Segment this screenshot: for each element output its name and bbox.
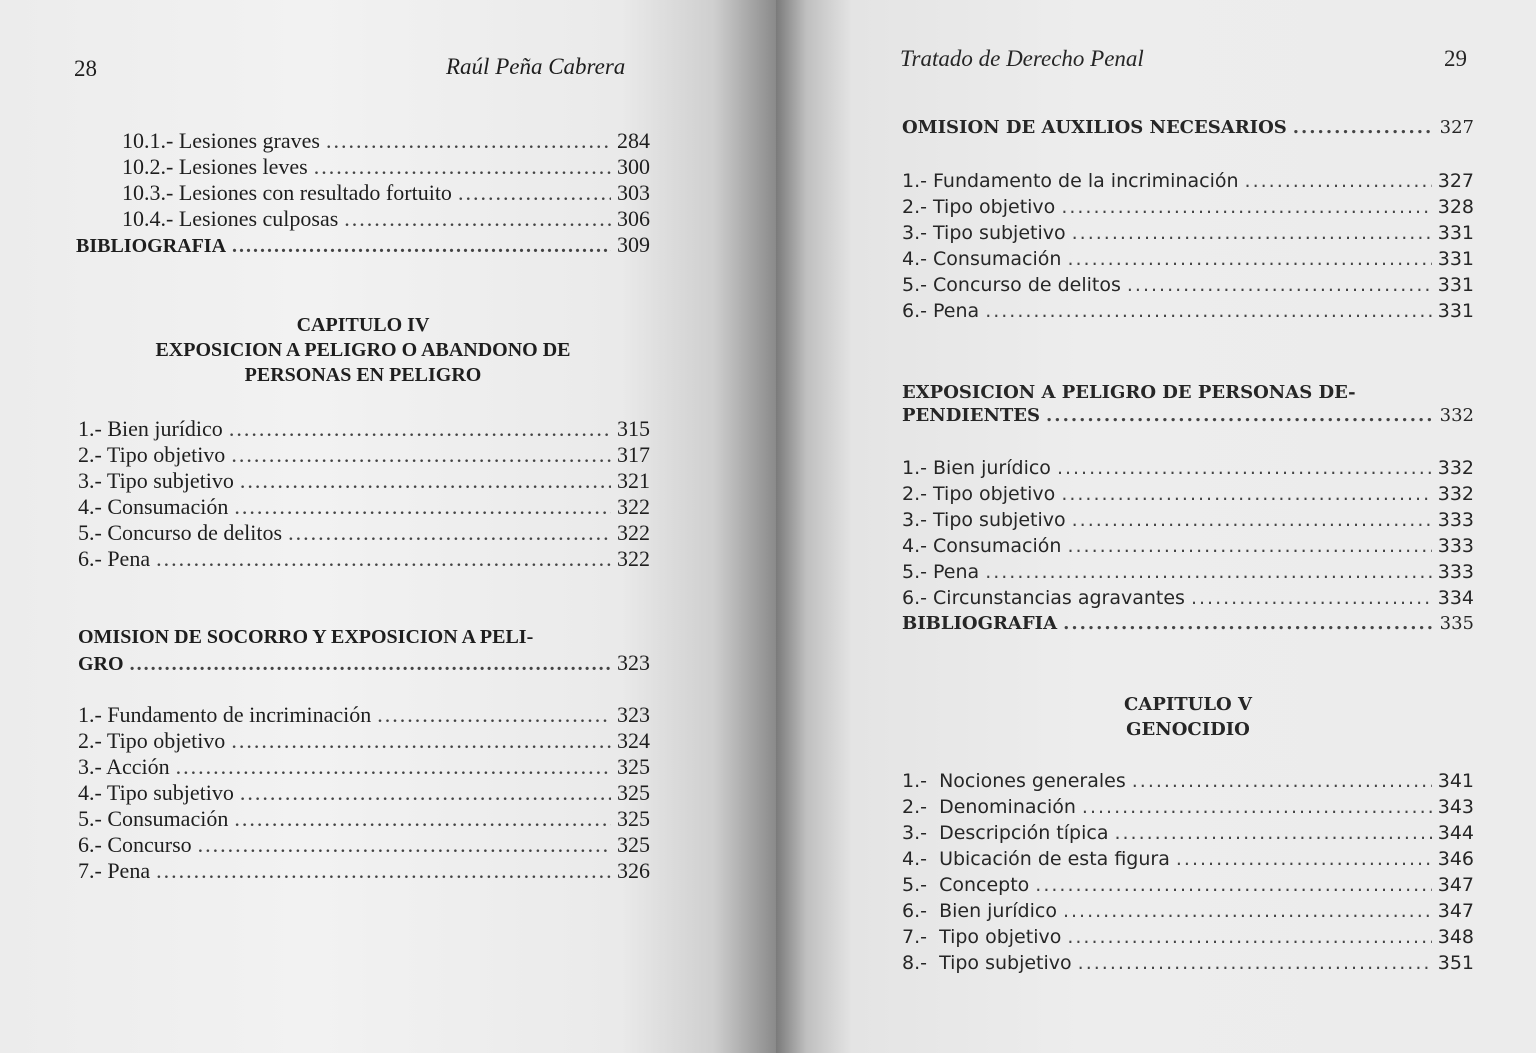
section2-title-line1: EXPOSICION A PELIGRO DE PERSONAS DE- xyxy=(902,382,1356,403)
toc-entry: 4.- Consumación ..... 333 xyxy=(902,535,1474,561)
toc-entry: 6.- Bien jurídico ..... 347 xyxy=(902,900,1474,926)
toc-section: OMISION DE AUXILIOS NECESARIOS ..... 327 xyxy=(902,117,1474,143)
toc-section: PENDIENTES ..... 332 xyxy=(902,405,1474,431)
toc-entry: 3.- Tipo subjetivo ..... 331 xyxy=(902,222,1474,248)
right-page xyxy=(776,0,1536,1053)
chapter-title-line1: EXPOSICION A PELIGRO O ABANDONO DE xyxy=(155,339,571,361)
chapter-title: GENOCIDIO xyxy=(1126,719,1250,740)
chapter-number: CAPITULO IV xyxy=(296,314,430,336)
toc-entry: 3.- Tipo subjetivo ..... 321 xyxy=(78,468,650,494)
toc-entry: 1.- Fundamento de incriminación ..... 323 xyxy=(78,702,650,728)
toc-entry: 5.- Pena ..... 333 xyxy=(902,561,1474,587)
toc-bibliografia: BIBLIOGRAFIA ..... 335 xyxy=(902,613,1474,639)
toc-entry: 10.2.- Lesiones leves ..... 300 xyxy=(122,154,650,180)
toc-entry: 4.- Tipo subjetivo ..... 325 xyxy=(78,780,650,806)
toc-entry: 7.- Tipo objetivo ..... 348 xyxy=(902,926,1474,952)
toc-entry: 4.- Consumación ..... 331 xyxy=(902,248,1474,274)
toc-entry: 3.- Acción ..... 325 xyxy=(78,754,650,780)
toc-entry: 4.- Ubicación de esta figura ..... 346 xyxy=(902,848,1474,874)
toc-entry: 2.- Tipo objetivo ..... 332 xyxy=(902,483,1474,509)
toc-entry: 6.- Pena ..... 331 xyxy=(902,300,1474,326)
toc-entry: 1.- Bien jurídico ..... 332 xyxy=(902,457,1474,483)
toc-entry: 2.- Denominación ..... 343 xyxy=(902,796,1474,822)
toc-entry: 10.4.- Lesiones culposas ..... 306 xyxy=(122,206,650,232)
toc-entry: 3.- Tipo subjetivo ..... 333 xyxy=(902,509,1474,535)
toc-entry: 1.- Bien jurídico ..... 315 xyxy=(78,416,650,442)
toc-entry: 5.- Consumación ..... 325 xyxy=(78,806,650,832)
toc-bibliografia: BIBLIOGRAFIA ..... 309 xyxy=(76,232,650,258)
toc-entry: 1.- Nociones generales ..... 341 xyxy=(902,770,1474,796)
toc-entry: 5.- Concurso de delitos ..... 331 xyxy=(902,274,1474,300)
toc-entry: 6.- Pena ..... 322 xyxy=(78,546,650,572)
section-title-line1: OMISION DE SOCORRO Y EXPOSICION A PELI- xyxy=(78,626,534,648)
left-page-number: 28 xyxy=(74,56,97,81)
toc-entry: 2.- Tipo objetivo ..... 324 xyxy=(78,728,650,754)
right-running-title: Tratado de Derecho Penal xyxy=(900,46,1144,71)
toc-entry: 6.- Concurso ..... 325 xyxy=(78,832,650,858)
toc-entry: 5.- Concepto ..... 347 xyxy=(902,874,1474,900)
toc-entry: 2.- Tipo objetivo ..... 328 xyxy=(902,196,1474,222)
toc-entry: 1.- Fundamento de la incriminación ..... 327 xyxy=(902,170,1474,196)
chapter-number: CAPITULO V xyxy=(1124,694,1252,715)
toc-entry: 3.- Descripción típica ..... 344 xyxy=(902,822,1474,848)
chapter-title-line2: PERSONAS EN PELIGRO xyxy=(244,364,482,386)
toc-entry: 5.- Concurso de delitos ..... 322 xyxy=(78,520,650,546)
left-running-title: Raúl Peña Cabrera xyxy=(446,54,626,79)
right-page-number: 29 xyxy=(1444,46,1467,71)
toc-section: GRO ..... 323 xyxy=(78,650,650,676)
toc-entry: 10.3.- Lesiones con resultado fortuito ..... 303 xyxy=(122,180,650,206)
toc-entry: 7.- Pena ..... 326 xyxy=(78,858,650,884)
toc-entry: 8.- Tipo subjetivo ..... 351 xyxy=(902,952,1474,978)
toc-entry: 4.- Consumación ..... 322 xyxy=(78,494,650,520)
toc-entry: 2.- Tipo objetivo ..... 317 xyxy=(78,442,650,468)
toc-entry: 6.- Circunstancias agravantes ..... 334 xyxy=(902,587,1474,613)
toc-entry: 10.1.- Lesiones graves ..... 284 xyxy=(122,128,650,154)
